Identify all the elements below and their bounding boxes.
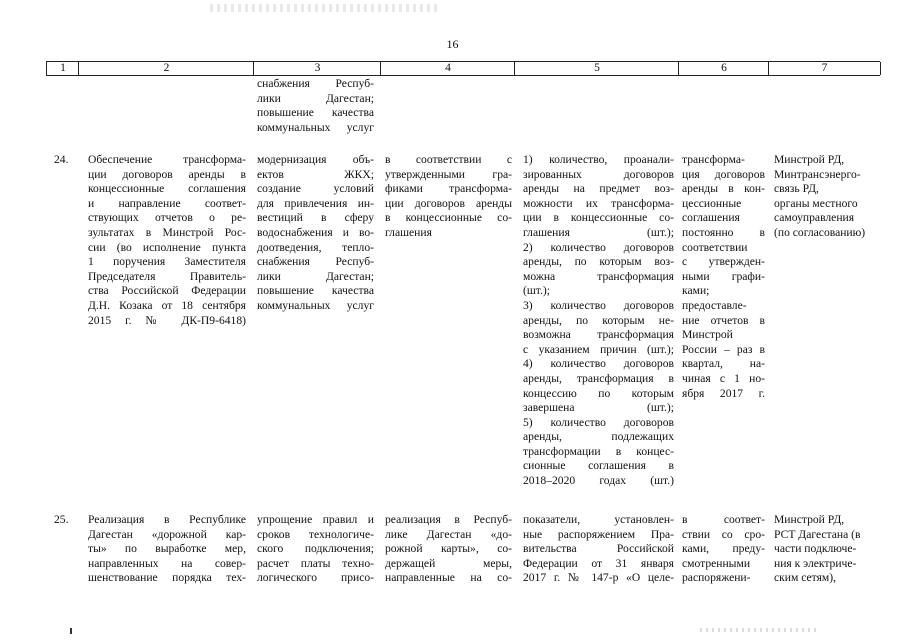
scan-mark <box>70 628 72 634</box>
row-25-number: 25. <box>54 513 69 526</box>
row-24-number: 24. <box>54 153 69 166</box>
row-24-indicators: 1) количество, проанали- зированных договоров аренды на предмет воз- можности их трансформа- ции в концессионные со- глашения (шт.); 2) количество договоров аренды, по которым воз- можна трансформация (шт.); 3) количество договоров аренды, по которым не- возможна трансформация с указанием причин (шт.); 4) количество договоров аренды, трансформация в концессию по которым завершена (шт.); 5) количество договоров аренды, подлежащих трансформации в концес- сионные соглашения в 2018–2020 годах (шт.) <box>523 153 674 488</box>
row-24-responsible: Минстрой РД, Минтрансэнерго- связь РД, органы местного самоуправления (по согласованию) <box>774 153 866 239</box>
row-24-measure: Обеспечение трансформа- ции договоров аренды в концессионные соглашения и направление соответ- ствующих отчетов о ре- зультатах в Минстрой Рос- сии (во исполнение пункта 1 поручения Заместителя Председателя Правитель- ства Российской Федерации Д.Н. Козака от 18 сентября 2015 г. № ДК-П9-6418) <box>88 153 246 327</box>
row-25-measure: Реализация в Республике Дагестан «дорожной кар- ты» по выработке мер, направленных на совер- шенствование порядка тех- <box>88 513 246 585</box>
column-header-2: 2 <box>78 62 254 75</box>
continuation-cell-col3: снабжения Респуб- лики Дагестан; повышение качества коммунальных услуг <box>257 77 374 134</box>
row-24-deadline: в соответствии с утвержденными гра- фиками трансформа- ции договоров аренды в концессионные со- глашения <box>385 153 512 239</box>
row-25-period: в соответ- ствии со сро- ками, преду- смотренными распоряжени- <box>682 513 765 585</box>
row-25-goal: упрощение правил и сроков технологиче- ского подключения; расчет платы техно- логического присо- <box>257 513 374 585</box>
row-24-period: трансформа- ция договоров аренды в кон- цессионные соглашения постоянно в соответствии с утвержден- ными графи- ками; предоставле- ние отчетов в Минстрой России – раз в квартал, на- чиная с 1 но- ября 2017 г. <box>682 153 765 400</box>
table-header-row <box>46 61 880 76</box>
row-24-goal: модернизация объ- ектов ЖКХ; создание условий для привлечения ин- вестиций в сферу водоснабжения и во- доотведения, тепло- снабжения Респуб- лики Дагестан; повышение качества коммунальных услуг <box>257 153 374 312</box>
page-number: 16 <box>446 37 459 51</box>
column-header-7: 7 <box>768 62 881 75</box>
column-header-3: 3 <box>253 62 381 75</box>
scan-artifact-bottom <box>700 628 820 632</box>
row-25-deadline: реализация в Респуб- лике Дагестан «до- рожной карты», со- держащей меры, направленные на со- <box>385 513 512 585</box>
row-25-indicators: показатели, установлен- ные распоряжением Пра- вительства Российской Федерации от 31 января 2017 г. № 147-р «О целе- <box>523 513 674 585</box>
column-header-5: 5 <box>514 62 679 75</box>
scan-artifact <box>210 4 440 12</box>
column-header-1: 1 <box>46 62 79 75</box>
column-header-6: 6 <box>678 62 769 75</box>
row-25-responsible: Минстрой РД, РСТ Дагестана (в части подключе- ния к электриче- ским сетям), <box>774 513 861 585</box>
column-header-4: 4 <box>380 62 515 75</box>
